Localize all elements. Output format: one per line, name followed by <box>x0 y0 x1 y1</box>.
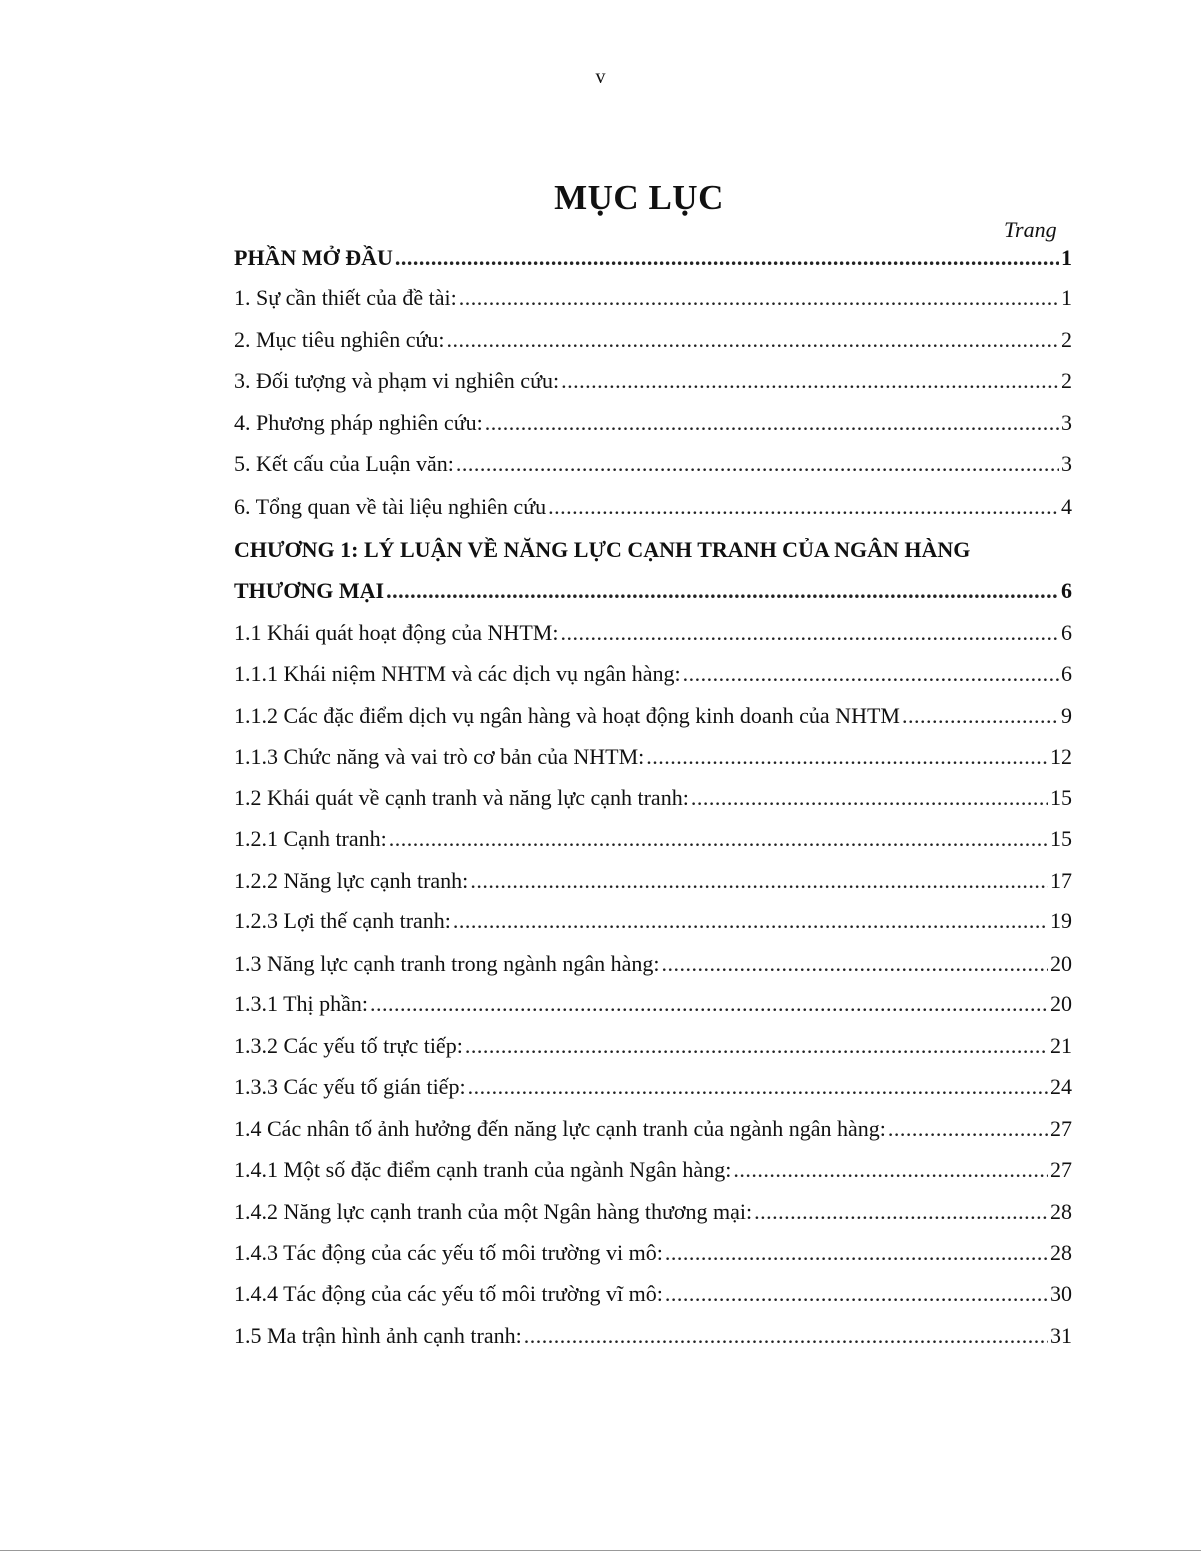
toc-entry[interactable] <box>234 243 1072 273</box>
toc-entry-page: 6 <box>1061 620 1072 645</box>
toc-entry[interactable] <box>234 449 1072 479</box>
toc-entry-label: CHƯƠNG 1: LÝ LUẬN VỀ NĂNG LỰC CẠNH TRANH CỦA NGÂN HÀNG <box>234 537 971 562</box>
toc-entry-page: 30 <box>1050 1281 1072 1306</box>
toc-entry-label: 1.4 Các nhân tố ảnh hưởng đến năng lực cạnh tranh của ngành ngân hàng: <box>234 1116 886 1141</box>
toc-entry[interactable] <box>234 701 1072 731</box>
toc-entry-label: 1.4.3 Tác động của các yếu tố môi trường vi mô: <box>234 1240 663 1265</box>
toc-entry-label: 1.3 Năng lực cạnh tranh trong ngành ngân hàng: <box>234 951 660 976</box>
toc-entry-label: 1.1 Khái quát hoạt động của NHTM: <box>234 620 559 645</box>
toc-entry[interactable] <box>234 1238 1072 1268</box>
dot-leader <box>665 1238 1048 1268</box>
toc-entry-page: 27 <box>1050 1116 1072 1141</box>
toc-entry[interactable] <box>234 1114 1072 1144</box>
toc-entry-page: 15 <box>1050 826 1072 851</box>
toc-entry[interactable] <box>234 1197 1072 1227</box>
toc-entry[interactable] <box>234 783 1072 813</box>
toc-entry-label: 1.2.2 Năng lực cạnh tranh: <box>234 868 469 893</box>
dot-leader <box>447 325 1060 355</box>
toc-entry[interactable] <box>234 1072 1072 1102</box>
dot-leader <box>548 492 1059 522</box>
toc-chapter-heading[interactable] <box>234 535 1072 565</box>
toc-entry-label: 1. Sự cần thiết của đề tài: <box>234 285 457 310</box>
toc-entry[interactable] <box>234 1031 1072 1061</box>
dot-leader <box>683 659 1059 689</box>
dot-leader <box>665 1279 1048 1309</box>
toc-entry[interactable] <box>234 1321 1072 1351</box>
dot-leader <box>386 576 1059 606</box>
toc-entry-label: 6. Tổng quan về tài liệu nghiên cứu <box>234 494 547 519</box>
toc-entry-page: 28 <box>1050 1240 1072 1265</box>
dot-leader <box>902 701 1059 731</box>
toc-entry-label: 1.3.1 Thị phần: <box>234 991 369 1016</box>
toc-entry[interactable] <box>234 1155 1072 1185</box>
toc-entry[interactable] <box>234 906 1072 936</box>
toc-entry[interactable] <box>234 989 1072 1019</box>
toc-entry-page: 2 <box>1061 327 1072 352</box>
dot-leader <box>468 1072 1048 1102</box>
toc-entry-page: 24 <box>1050 1074 1072 1099</box>
toc-entry-page: 21 <box>1050 1033 1072 1058</box>
toc-entry-label: 5. Kết cấu của Luận văn: <box>234 451 454 476</box>
page-number: v <box>595 66 606 88</box>
toc-entry-page: 1 <box>1061 285 1072 310</box>
toc-entry[interactable] <box>234 618 1072 648</box>
page-title: MỤC LỤC <box>554 178 724 217</box>
toc-entry-page: 3 <box>1061 451 1072 476</box>
toc-entry-page: 2 <box>1061 368 1072 393</box>
toc-entry-page: 1 <box>1061 245 1072 270</box>
bottom-divider <box>0 1550 1201 1551</box>
toc-entry-label: 3. Đối tượng và phạm vi nghiên cứu: <box>234 368 560 393</box>
toc-entry[interactable] <box>234 408 1072 438</box>
toc-entry[interactable] <box>234 325 1072 355</box>
toc-entry-label: 2. Mục tiêu nghiên cứu: <box>234 327 445 352</box>
toc-entry-page: 27 <box>1050 1157 1072 1182</box>
dot-leader <box>733 1155 1048 1185</box>
toc-entry-label: 4. Phương pháp nghiên cứu: <box>234 410 483 435</box>
toc-entry-page: 19 <box>1050 908 1072 933</box>
toc-entry-label: PHẦN MỞ ĐẦU <box>234 245 393 270</box>
toc-entry-label: 1.3.3 Các yếu tố gián tiếp: <box>234 1074 466 1099</box>
toc-entry[interactable] <box>234 1279 1072 1309</box>
dot-leader <box>465 1031 1048 1061</box>
dot-leader <box>646 742 1048 772</box>
dot-leader <box>370 989 1048 1019</box>
toc-entry[interactable] <box>234 659 1072 689</box>
toc-entry-page: 6 <box>1061 661 1072 686</box>
toc-entry-label: 1.1.2 Các đặc điểm dịch vụ ngân hàng và hoạt động kinh doanh của NHTM <box>234 703 900 728</box>
toc-entry-label: 1.2.3 Lợi thế cạnh tranh: <box>234 908 451 933</box>
toc-entry-label: 1.4.4 Tác động của các yếu tố môi trường vĩ mô: <box>234 1281 663 1306</box>
toc-entry[interactable] <box>234 492 1072 522</box>
dot-leader <box>888 1114 1048 1144</box>
dot-leader <box>662 949 1048 979</box>
toc-entry-page: 12 <box>1050 744 1072 769</box>
toc-entry[interactable] <box>234 366 1072 396</box>
toc-entry-page: 15 <box>1050 785 1072 810</box>
toc-entry[interactable] <box>234 824 1072 854</box>
toc-entry-page: 6 <box>1061 578 1072 603</box>
toc-entry-label: 1.2 Khái quát về cạnh tranh và năng lực cạnh tranh: <box>234 785 689 810</box>
dot-leader <box>459 283 1059 313</box>
toc-entry-label: 1.5 Ma trận hình ảnh cạnh tranh: <box>234 1323 522 1348</box>
toc-entry-page: 28 <box>1050 1199 1072 1224</box>
toc-entry[interactable] <box>234 576 1072 606</box>
dot-leader <box>691 783 1048 813</box>
toc-entry-label: 1.4.1 Một số đặc điểm cạnh tranh của ngành Ngân hàng: <box>234 1157 732 1182</box>
toc-entry-label: 1.1.1 Khái niệm NHTM và các dịch vụ ngân hàng: <box>234 661 681 686</box>
toc-entry[interactable] <box>234 949 1072 979</box>
dot-leader <box>560 618 1059 648</box>
toc-entry[interactable] <box>234 742 1072 772</box>
toc-entry-page: 31 <box>1050 1323 1072 1348</box>
dot-leader <box>470 866 1048 896</box>
toc-entry-label: 1.3.2 Các yếu tố trực tiếp: <box>234 1033 463 1058</box>
toc-entry[interactable] <box>234 866 1072 896</box>
dot-leader <box>456 449 1059 479</box>
page-column-label: Trang <box>1004 217 1057 242</box>
toc-entry[interactable] <box>234 283 1072 313</box>
dot-leader <box>395 243 1059 273</box>
dot-leader <box>453 906 1048 936</box>
toc-entry-label: 1.1.3 Chức năng và vai trò cơ bản của NHTM: <box>234 744 645 769</box>
toc-entry-label: 1.4.2 Năng lực cạnh tranh của một Ngân hàng thương mại: <box>234 1199 753 1224</box>
toc-entry-page: 20 <box>1050 951 1072 976</box>
dot-leader <box>524 1321 1048 1351</box>
toc-entry-label: 1.2.1 Cạnh tranh: <box>234 826 387 851</box>
dot-leader <box>389 824 1048 854</box>
dot-leader <box>754 1197 1048 1227</box>
toc-entry-page: 9 <box>1061 703 1072 728</box>
dot-leader <box>485 408 1059 438</box>
dot-leader <box>561 366 1059 396</box>
toc-entry-page: 17 <box>1050 868 1072 893</box>
toc-entry-page: 3 <box>1061 410 1072 435</box>
toc-entry-page: 4 <box>1061 494 1072 519</box>
toc-entry-page: 20 <box>1050 991 1072 1016</box>
toc-entry-label: THƯƠNG MẠI <box>234 578 385 603</box>
